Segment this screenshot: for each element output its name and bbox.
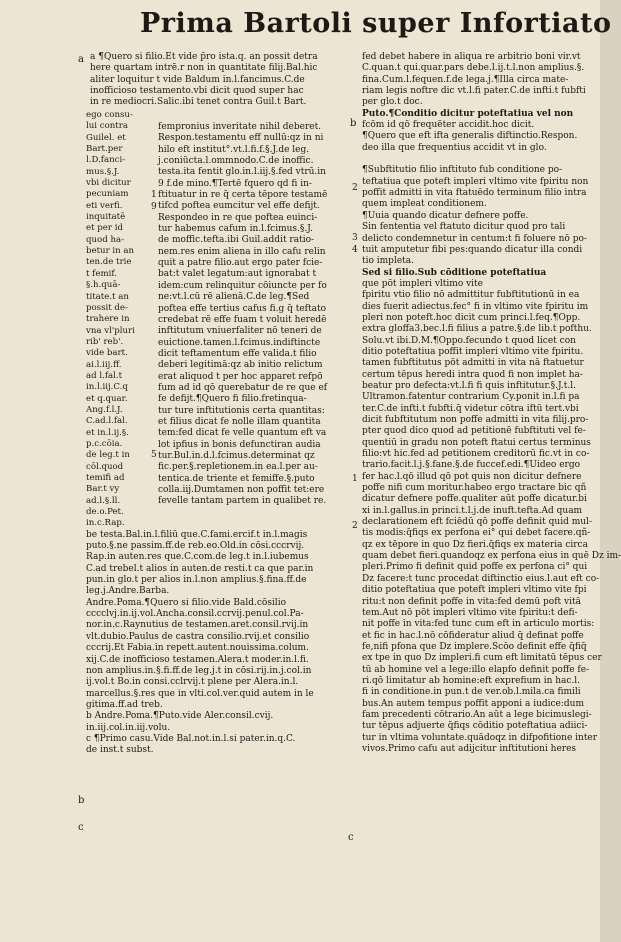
text-line: ex tpe in quo Dz impleri.fi cum eft limitatū tēpus cer — [362, 653, 602, 664]
text-line: tū ab homine vel a lege:illo elapfo definit poffe fe- — [362, 664, 590, 675]
text-line: Bart.per — [86, 144, 123, 155]
text-line: deo illa que frequentius accidit vt in glo. — [362, 142, 547, 153]
text-line: ij.vol.t Bo.in consi.cclrvij.t plene per Alera.in.l. — [86, 677, 299, 688]
text-line: inquitatē — [86, 212, 126, 223]
text-line: quod ha- — [86, 234, 125, 245]
text-line: fpiritu vtio filio nō admittitur fubftitutionū in ea — [362, 290, 580, 301]
text-line: b Andre.Poma.¶Puto.vide Aler.consil.cvij. — [86, 711, 274, 722]
text-line: que pōt impleri vltimo vite — [362, 278, 483, 289]
text-line: ne:vt.l.cū rē alienā.C.de leg.¶Sed — [158, 292, 310, 303]
text-line: puto.§.ne passim.ff.de reb.eo.Old.in cōsi.cccrvij. — [86, 541, 305, 552]
margin-letter-c: c — [348, 832, 354, 843]
margin-letter-b-lower: b — [78, 795, 85, 806]
margin-number: 5 — [151, 450, 157, 460]
text-line: lui contra — [86, 121, 128, 132]
text-line: et filius dicat fe nolle illam quantita — [158, 416, 321, 427]
margin-number: 4 — [352, 245, 358, 255]
text-line: tem.Aut nō pōt impleri vltimo vite fpiritu:t defi- — [362, 607, 578, 618]
text-line: ri.qō limitatur ab homine:eft exprefium in hac.l. — [362, 675, 581, 686]
text-line: fcōm id qō frequēter accidit.hoc dicit. — [362, 120, 535, 131]
text-line: ritu:t non definit poffe in vita:fed demū poft vitā — [362, 596, 581, 607]
text-line: rib' reb'. — [86, 336, 124, 347]
text-line: Respon.testamentu eff nullū:qz in ni — [158, 133, 324, 144]
text-line: bat:t valet legatum:aut ignorabat t — [158, 269, 317, 280]
margin-number: 2 — [352, 183, 358, 193]
text-line: de leg.t in — [86, 450, 130, 461]
text-line: Bar.t vy — [86, 484, 120, 495]
text-line: Dz facere:t tunc procedat diftinctio eius.l.aut eft co- — [362, 573, 600, 584]
text-line: cccclvj.in.ij.vol.Ancha.consil.ccrvij.penul.col.Pa- — [86, 609, 304, 620]
text-line: Ang.f.l.J. — [86, 404, 123, 415]
text-line: et per id — [86, 223, 123, 234]
left-column-top — [90, 52, 356, 109]
text-line: marcellus.§.res que in vlti.col.ver.quid autem in le — [86, 688, 314, 699]
text-line: ditio poteftatiua poffit impleri vltimo vite fpiritu. — [362, 346, 584, 357]
text-line: ¶Uuia quando dicatur defnere poffe. — [362, 210, 529, 221]
text-line: tentica.de triente et femiffe.§.puto — [158, 473, 315, 484]
text-line: tur habemus cafum in.l.fcimus.§.J. — [158, 224, 314, 235]
text-line: delicto condemnetur in centum:t fi foluere nō po- — [362, 233, 587, 244]
text-line: de.o.Pet. — [86, 507, 124, 518]
text-line: Rap.in auten.res que.C.com.de leg.t in.l.iubemus — [86, 552, 309, 563]
text-line: dicit teftamentum effe valida.t filio — [158, 348, 317, 359]
running-header: Prima Bartoli super Infortiato — [140, 8, 612, 39]
text-line: ad.l.§.ll. — [86, 495, 121, 506]
margin-letter-b: b — [350, 118, 357, 129]
text-line: C.quan.t qui.quar.pars debe.l.ij.t.l.non amplius.§. — [362, 63, 585, 74]
text-line: C.ad.l.fal. — [86, 416, 128, 427]
text-line: cccrij.Et Fabia.in repett.autent.nouissima.colum. — [86, 643, 309, 654]
text-line: xij.C.de inofficioso testamen.Alera.t moder.in.l.fi. — [86, 654, 309, 665]
text-line: Respondeo in re que poftea euinci- — [158, 212, 318, 223]
text-line: vna vl'pluri — [86, 325, 135, 336]
text-line: j.coniūcta.l.ommnodo.C.de inoffic. — [158, 156, 314, 167]
text-line: trahere in — [86, 314, 130, 325]
text-line: dicatur defnere poffe.qualiter aūt poffe dicatur.bi — [362, 494, 587, 505]
text-line: ftituatur in re q̄ certa tēpore testamē — [158, 190, 328, 201]
text-line: tuit amputetur fibi pes:quando dicatur illa condi — [362, 244, 583, 255]
text-line: fi in conditione.in pun.t de ver.ob.l.mila.ca fimili — [362, 687, 581, 698]
text-line: et in.l.ij.§. — [86, 427, 129, 438]
text-line: Sed si filio.Sub cōditione poteftatiua — [362, 267, 547, 278]
text-line: vbi dicitur — [86, 178, 131, 189]
text-line: deberi legitimā:qz ab initio relictum — [158, 360, 323, 371]
text-line: et fic in hac.l.nō cōfideratur aliud q̄ definat poffe — [362, 630, 584, 641]
text-line: a ¶Quero si filio.Et vide p̄ro ista.q. an possit detra — [90, 52, 318, 62]
text-line: Andre.Poma.¶Quero si filio.vide Bald.cōsilio — [86, 597, 286, 608]
text-line: tur ture inftitutionis certa quantitas: — [158, 405, 325, 416]
text-line: in.iij.col.in.iij.volu. — [86, 722, 171, 733]
text-line: idem:cum relinquitur cōiuncte per fo — [158, 280, 327, 291]
text-line: tur in vltima voluntate.quādoqz in difpofitione inter — [362, 732, 598, 743]
margin-number: 3 — [352, 233, 358, 243]
text-line: Puto.¶Conditio dicitur poteftatiua vel non — [362, 108, 574, 119]
text-line: tur.Bul.in.d.l.fcimus.determinat qz — [158, 450, 315, 461]
text-line: cōl.quod — [86, 461, 124, 472]
text-line: eti verfi. — [86, 200, 123, 211]
text-line: et q.quar. — [86, 393, 128, 404]
text-line: ego consu- — [86, 110, 133, 120]
margin-letter-c-lower: c — [78, 822, 84, 833]
text-line: vide bart. — [86, 348, 128, 359]
text-line: teftatiua que poteft impleri vltimo vite fpiritu non — [362, 176, 589, 187]
text-line: quit a patre filio.aut ergo pater fcie- — [158, 258, 323, 269]
margin-number: 2 — [352, 521, 358, 531]
margin-number: 1 — [352, 474, 358, 484]
text-line: testa.ita fentit glo.in.l.iij.§.fed vtrū.in — [158, 167, 326, 178]
text-line: fer hac.l.qō illud qō pot quis non dicitur defnere — [362, 471, 582, 482]
left-column-main-text — [158, 122, 354, 508]
text-line: fum ad id qō querebatur de re que ef — [158, 382, 328, 393]
text-line: per glo.t doc. — [362, 97, 423, 108]
text-line: fed debet habere in aliqua re arbitrio boni vir.vt — [362, 52, 581, 62]
text-line: gitima.ff.ad treb. — [86, 699, 163, 710]
text-line: ai.l.iij.ff. — [86, 359, 122, 370]
text-line: ¶Quero que eft ifta generalis diftinctio.Respon. — [362, 131, 578, 142]
text-line: fina.Cum.l.fequen.f.de lega.j.¶Illa circa mate- — [362, 74, 569, 85]
text-line: non amplius.in.§.fi.ff.de leg.j.t in cōsi.rij.in.j.col.in — [86, 665, 312, 676]
text-line: inftitutum vniuerfaliter nō teneri de — [158, 326, 322, 337]
text-line: leg.j.Andre.Barba. — [86, 586, 170, 597]
text-line: vivos.Primo cafu aut adijcitur inftitutioni heres — [362, 743, 577, 754]
text-line: in re mediocri.Salic.ibi tenet contra Guil.t Bart. — [90, 97, 307, 108]
text-line: pecuniam — [86, 189, 129, 200]
margin-letter-a: a — [78, 54, 84, 65]
text-line: be testa.Bal.in.l.filiū que.C.fami.ercif.t in.l.magis — [86, 529, 308, 540]
text-line: Solu.vt ibi.D.M.¶Oppo.fecundo t quod licet con — [362, 335, 576, 346]
text-line: C.ad trebel.t alios in auten.de resti.t ca que par.in — [86, 563, 314, 574]
text-line: riam legis noftre dic vt.l.fi pater.C.de infti.t fubfti — [362, 86, 586, 97]
text-line: mus.§.J. — [86, 166, 120, 177]
text-line: tur tēpus adjuerte q̄fiqs cōditio poteftatiua adiici- — [362, 721, 588, 732]
text-line: ter.C.de infti.t fubfti.q̄ videtur cōtra iftū tert.vbi — [362, 403, 579, 414]
margin-number: 1 — [151, 190, 157, 200]
text-line: c ¶Primo casu.Vide Bal.not.in.l.si pater.in.q.C. — [86, 733, 296, 744]
text-line: ditio poteftatiua que poteft impleri vltimo vite fpi — [362, 585, 587, 596]
text-line: tis modis:q̄fiqs ex perfona ei° qui debet facere.qñ- — [362, 528, 591, 539]
text-line: p.c.cōia. — [86, 438, 123, 449]
text-line: fe,nifi pfona que Dz implere.Scōo definit effe q̄fiq̄ — [362, 641, 587, 652]
text-line: aliter loquitur t vide Baldum in.l.fancimus.C.de — [90, 74, 305, 85]
text-line: credebat rē effe fuam t voluit heredē — [158, 314, 327, 325]
text-line: here quartam intrē.r non in quantitate filij.Bal.hic — [90, 63, 318, 74]
text-line: possit de- — [86, 302, 128, 313]
text-line: pter quod dico quod ad petitionē fubftituti vel fe- — [362, 426, 586, 437]
text-line: ten.de trie — [86, 257, 132, 268]
text-line: beatur pro defecta:vt.l.fi fi quis inftitutur.§.J.t.l. — [362, 380, 576, 391]
text-line: in.c.Rap. — [86, 518, 125, 529]
text-line: temifi ad — [86, 473, 125, 483]
text-line: de moffic.tefta.ibi Guil.addit ratio- — [158, 235, 315, 246]
text-line: dicit fubftitutum non poffe admitti in vita filij.pro- — [362, 415, 589, 425]
text-line: titate.t an — [86, 291, 129, 302]
text-line: vlt.dubio.Paulus de castra consilio.rvij.et consilio — [86, 631, 310, 642]
text-line: nem.res enim aliena in illo cafu relin — [158, 246, 326, 257]
text-line: trario.facit.l.j.§.fane.§.de fuccef.edi.¶Uideo ergo — [362, 460, 581, 471]
text-line: quem impleat conditionem. — [362, 199, 487, 210]
text-line: pleri non poteft.hoc dicit cum princi.l.feq.¶Opp. — [362, 312, 581, 323]
text-line: inofficioso testamento.vbi dicit quod super hac — [90, 86, 304, 97]
text-line: xi in.l.gallus.in princi.t.l.j.de inuft.tefta.Ad quam — [362, 505, 583, 516]
text-line: extra gloffa3.bec.l.fi filius a patre.§.de lib.t pofthu. — [362, 324, 592, 335]
margin-number: 9 — [151, 202, 157, 212]
text-line: fam precedenti cōtrario.An aūt a lege bicimuslegi- — [362, 709, 592, 720]
text-line: quam debet fieri.quandoqz ex perfona eius in quē Dz im- — [362, 551, 621, 562]
text-line: tamen fubftitutus pōt admitti in vita nā ftatuetur — [362, 358, 584, 369]
text-line: l.D.fanci- — [86, 155, 126, 166]
text-line: de inst.t subst. — [86, 745, 154, 756]
text-line: erat aliquod t per hoc apparet refpō — [158, 371, 323, 382]
text-line: fe defijt.¶Quero fi filio.fretinqua- — [158, 394, 307, 405]
text-line: bus.An autem tempus poffit apponi a iudice:dum — [362, 698, 585, 709]
text-line: colla.iij.Dumtamen non poffit tet:ere — [158, 485, 325, 495]
right-column — [362, 52, 621, 755]
text-line: qz ex tēpore in quo Dz fieri.q̄fiqs ex materia circa — [362, 539, 588, 550]
text-line: in.l.iij.C.q — [86, 382, 128, 393]
text-line — [362, 154, 594, 165]
text-line: ad l.fal.t — [86, 370, 123, 381]
text-line: pleri.Primo fi definit quid poffe ex perfona ci° qui — [362, 562, 588, 573]
text-line: fic.per.§.repletionem.in ea.l.per au- — [158, 462, 318, 473]
text-line: certum tēpus heredi intra quod fi non implet ha- — [362, 369, 583, 380]
text-line: pun.in glo.t per alios in.l.non amplius.§.fina.ff.de — [86, 575, 307, 586]
text-line: lot ipfius in bonis defunctiran audia — [158, 439, 321, 450]
text-line: Guilel. et — [86, 132, 126, 143]
text-line: Ultramon.fatentur contrarium Cy.ponit in.l.fi pa — [362, 392, 580, 403]
text-line: filio:vt hic.fed ad petitionem creditorū fic.vt in co- — [362, 449, 590, 460]
text-line: poffe nifi cum moritur.habeo ergo tractare bic qñ — [362, 483, 587, 494]
text-line: §.h.quā- — [86, 280, 121, 291]
text-line: nor.in.c.Raynutius de testamen.aret.consil.rvij.in — [86, 620, 309, 631]
text-line: quentiū in gradu non poteft ftatui certus terminus — [362, 437, 591, 448]
text-line: t femif. — [86, 268, 117, 279]
text-line: tem:fed dicat fe velle quantum eft va — [158, 428, 327, 439]
text-line: poftea effe tertius cafus fi.g q̄ teftato — [158, 303, 327, 314]
text-line: poffit admitti in vita ftatuēdo terminum filio intra — [362, 188, 587, 199]
text-line: tio impleta. — [362, 256, 414, 267]
text-line: ¶Subftitutio filio inftituto fub conditione po- — [362, 165, 563, 176]
text-line: tifcd poftea eumcitur vel effe defijt. — [158, 201, 320, 212]
text-line: euictione.tamen.l.fcimus.indiftincte — [158, 337, 321, 348]
text-line: nit poffe in vita:fed tunc cum eft in articulo mortis: — [362, 619, 595, 630]
text-line: Sin fententia vel ftatuto dicitur quod pro tali — [362, 222, 566, 233]
text-line: fempronius inveritate nihil deberet. — [158, 122, 322, 132]
text-line: betur in an — [86, 246, 135, 257]
text-line: 9 f.de mino.¶Tertē fquero qd fi in- — [158, 178, 312, 189]
text-line: fevelle tantam partem in qualibet re. — [158, 496, 327, 507]
text-line: declarationem eft fciēdū qō poffe definit quid mul- — [362, 517, 592, 528]
text-line: hilo eft institut°.vt.l.fi.f.§.J.de leg. — [158, 144, 310, 155]
text-line: dies fuerit adiectus.fec° fi in vltimo vite fpiritu im — [362, 301, 589, 312]
